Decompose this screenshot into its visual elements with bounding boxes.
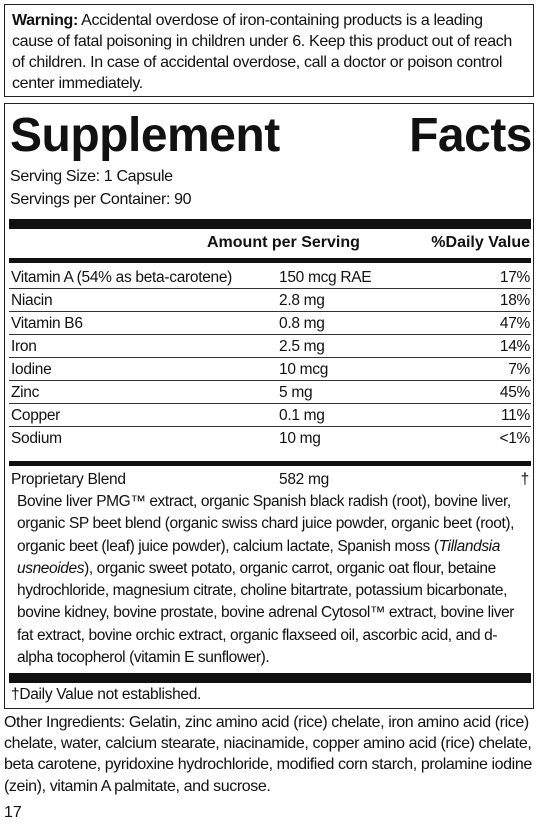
blend-dagger: † (520, 471, 529, 488)
nutrient-amount: 10 mg (279, 430, 321, 447)
warning-text: Accidental overdose of iron-containing products is a leading cause of fatal poisoning in children under 6. Keep this product out of reach of children. In case of accidental overdose, call a doctor or poison control center immediately. (12, 12, 512, 92)
warning-label: Warning: (12, 12, 78, 29)
supplement-facts-panel (4, 103, 534, 709)
facts-title-word-2: Facts (409, 109, 532, 162)
nutrient-daily-value: <1% (499, 430, 530, 447)
column-header-row (9, 230, 531, 256)
blend-ingredients-part2: ), organic sweet potato, organic carrot, organic oat flour, betaine hydrochloride, magnesium citrate, choline bitartrate, potassium bicarbonate, bovine kidney, bovine prostate, bovine adrenal Cytosol™ extract, bovine liver fat extract, bovine orchic extract, organic flaxseed oil, ascorbic acid, and d-alpha tocopherol (vitamin E sunflower). (17, 559, 515, 667)
medium-rule-blend (9, 461, 531, 466)
blend-ingredients (17, 491, 529, 669)
blend-name: Proprietary Blend (11, 471, 126, 488)
nutrient-amount: 150 mcg RAE (279, 269, 372, 286)
daily-value-footnote: †Daily Value not established. (11, 686, 202, 703)
nutrient-daily-value: 14% (499, 338, 530, 355)
nutrient-amount: 2.5 mg (279, 338, 325, 355)
nutrient-row (9, 381, 531, 404)
nutrient-name: Zinc (11, 384, 40, 401)
other-ingredients: Other Ingredients: Gelatin, zinc amino acid (rice) chelate, iron amino acid (rice) chelate, water, calcium stearate, niacinamide, copper amino acid (rice) chelate, beta carotene, pyridoxine hydrochloride, modified corn starch, prolamine iodine (zein), vitamin A palmitate, and sucrose. (4, 714, 532, 795)
nutrient-row (9, 312, 531, 335)
nutrient-amount: 10 mcg (279, 361, 329, 378)
nutrient-name: Iron (11, 338, 37, 355)
serving-size: Serving Size: 1 Capsule (10, 168, 173, 185)
warning-box (4, 4, 534, 97)
nutrient-name: Vitamin B6 (11, 315, 83, 332)
nutrient-amount: 5 mg (279, 384, 313, 401)
servings-per-container: Servings per Container: 90 (10, 191, 192, 208)
header-daily-value: %Daily Value (431, 234, 530, 251)
nutrient-row (9, 427, 531, 450)
thick-rule-bottom (9, 673, 531, 683)
nutrient-name: Vitamin A (54% as beta-carotene) (11, 269, 233, 286)
thick-rule-top (9, 219, 531, 229)
page-number: 17 (4, 804, 22, 821)
blend-ingredients-italic: Tillandsia usneoides (17, 537, 500, 577)
nutrient-name: Sodium (11, 430, 62, 447)
nutrient-row (9, 266, 531, 289)
blend-amount: 582 mg (279, 471, 329, 488)
nutrient-daily-value: 11% (501, 407, 530, 424)
nutrient-daily-value: 18% (499, 292, 530, 309)
header-amount-per-serving: Amount per Serving (207, 234, 360, 251)
nutrient-name: Iodine (11, 361, 52, 378)
nutrient-daily-value: 17% (499, 269, 530, 286)
medium-rule-header (9, 258, 531, 263)
nutrient-name: Niacin (11, 292, 53, 309)
nutrient-row (9, 358, 531, 381)
nutrient-row (9, 289, 531, 312)
blend-ingredients-part1: Bovine liver PMG™ extract, organic Spanish black radish (root), bovine liver, organic SP beet blend (organic swiss chard juice powder, organic beet (root), organic beet (leaf) juice powder), calcium lactate, Spanish moss ( (17, 493, 515, 555)
nutrient-daily-value: 45% (499, 384, 530, 401)
nutrient-daily-value: 7% (508, 361, 530, 378)
nutrient-row (9, 404, 531, 427)
nutrient-row (9, 335, 531, 358)
nutrient-amount: 2.8 mg (279, 292, 325, 309)
facts-title (10, 106, 532, 166)
nutrient-name: Copper (11, 407, 61, 424)
nutrient-amount: 0.1 mg (279, 407, 325, 424)
proprietary-blend-row (9, 469, 531, 491)
nutrient-amount: 0.8 mg (279, 315, 325, 332)
nutrient-daily-value: 47% (499, 315, 530, 332)
facts-title-word-1: Supplement (10, 109, 280, 162)
